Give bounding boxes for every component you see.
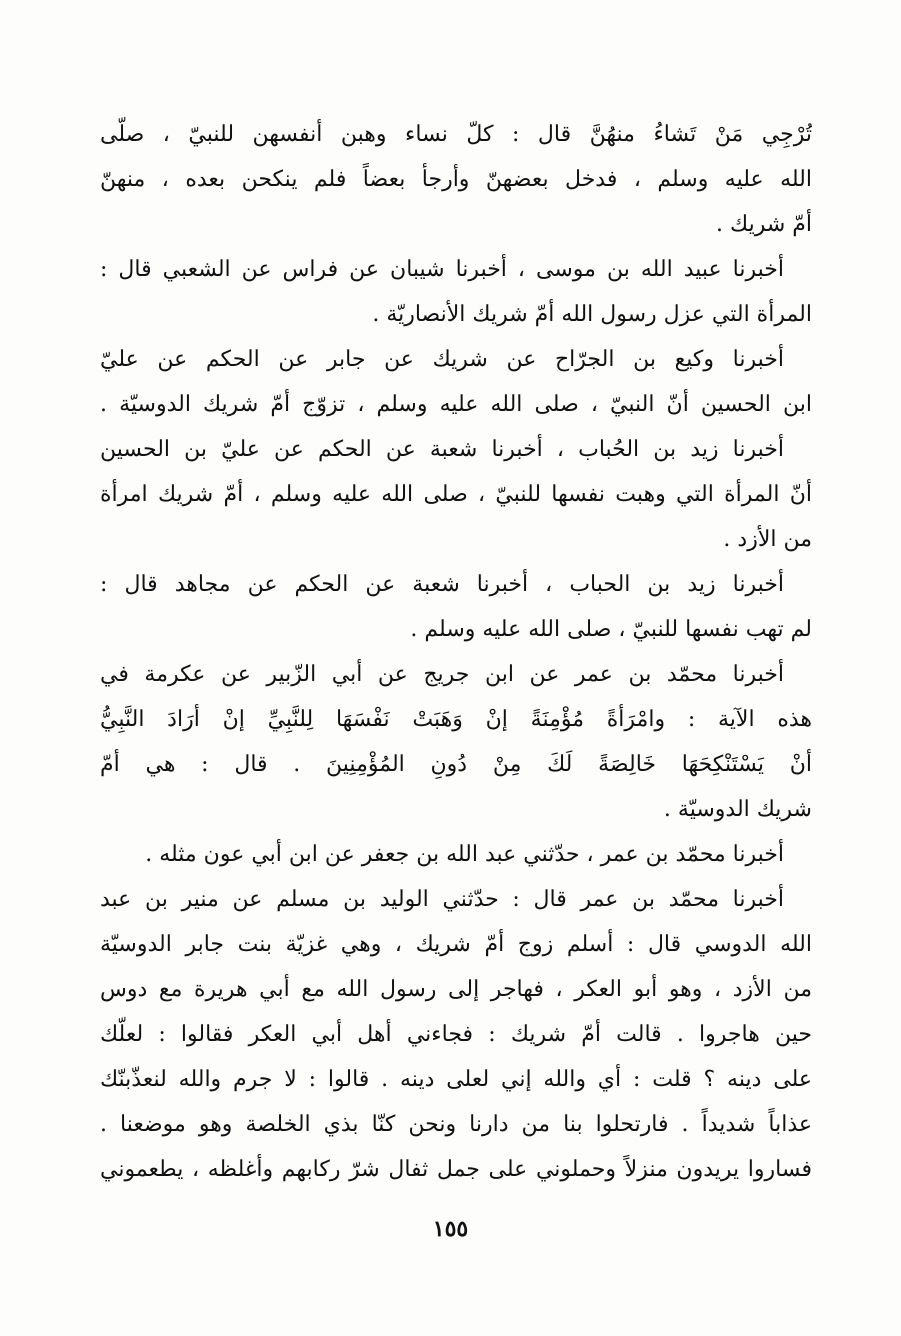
- text-line: أخبرنا عبيد الله بن موسى ، أخبرنا شيبان عن فراس عن الشعبي قال :: [100, 257, 784, 282]
- text-line: أخبرنا محمّد بن عمر عن ابن جريج عن أبي الزّبير عن عكرمة في: [100, 662, 784, 687]
- text-line: أخبرنا محمّد بن عمر ، حدّثني عبد الله بن جعفر عن ابن أبي عون مثله .: [145, 842, 784, 867]
- text-line: أخبرنا وكيع بن الجرّاح عن شريك عن جابر عن الحكم عن عليّ: [100, 347, 784, 372]
- text-line: الله عليه وسلم ، فدخل بعضهنّ وأرجأ بعضاً فلم ينكحن بعده ، منهنّ: [100, 167, 812, 192]
- text-line: أخبرنا محمّد بن عمر قال : حدّثني الوليد بن مسلم عن منير بن عبد: [100, 887, 784, 912]
- text-line: أنْ يَسْتَنْكِحَهَا خَالِصَةً لَكَ مِنْ دُونِ المُؤْمِنِينَ . قال : هي أمّ: [100, 752, 812, 777]
- page-number: ١٥٥: [432, 1216, 469, 1242]
- text-line: على دينه ؟ قلت : أي والله إني لعلى دينه . قالوا : لا جرم والله لنعذّبنّك: [100, 1067, 812, 1092]
- text-line: أخبرنا زيد بن الحباب ، أخبرنا شعبة عن الحكم عن مجاهد قال :: [100, 572, 784, 597]
- text-line: شريك الدوسيّة .: [663, 797, 812, 822]
- text-line: عذاباً شديداً . فارتحلوا بنا من دارنا ونحن كنّا بذي الخلصة وهو موضعنا .: [100, 1112, 812, 1137]
- text-line: من الأزد ، وهو أبو العكر ، فهاجر إلى رسول الله مع أبي هريرة مع دوس: [100, 977, 812, 1002]
- text-line: فساروا يريدون منزلاً وحملوني على جمل ثفال شرّ ركابهم وأغلظه ، يطعموني: [100, 1157, 812, 1182]
- text-line: لم تهب نفسها للنبيّ ، صلى الله عليه وسلم .: [410, 617, 812, 642]
- text-line: تُرْجِي مَنْ تَشاءُ منهُنَّ قال : كلّ نساء وهبن أنفسهن للنبيّ ، صلّى: [100, 122, 812, 147]
- text-line: المرأة التي عزل رسول الله أمّ شريك الأنصاريّة .: [372, 302, 812, 327]
- text-line: أنّ المرأة التي وهبت نفسها للنبيّ ، صلى الله عليه وسلم ، أمّ شريك امرأة: [100, 482, 812, 507]
- text-line: أمّ شريك .: [716, 212, 812, 237]
- text-line: ابن الحسين أنّ النبيّ ، صلى الله عليه وسلم ، تزوّج أمّ شريك الدوسيّة .: [100, 392, 812, 417]
- text-line: من الأزد .: [723, 527, 812, 552]
- page-text: [100, 112, 812, 1192]
- text-line: الله الدوسي قال : أسلم زوج أمّ شريك ، وهي غزيّة بنت جابر الدوسيّة: [100, 932, 812, 957]
- text-line: أخبرنا زيد بن الحُباب ، أخبرنا شعبة عن الحكم عن عليّ بن الحسين: [100, 437, 784, 462]
- text-line: هذه الآية : وامْرَأةً مُؤْمِنَةً إنْ وَهَبَتْ نَفْسَهَا لِلنَّبِيِّ إنْ أرَادَ النَّبِيُّ: [100, 707, 812, 732]
- text-line: حين هاجروا . قالت أمّ شريك : فجاءني أهل أبي العكر فقالوا : لعلّك: [100, 1022, 812, 1047]
